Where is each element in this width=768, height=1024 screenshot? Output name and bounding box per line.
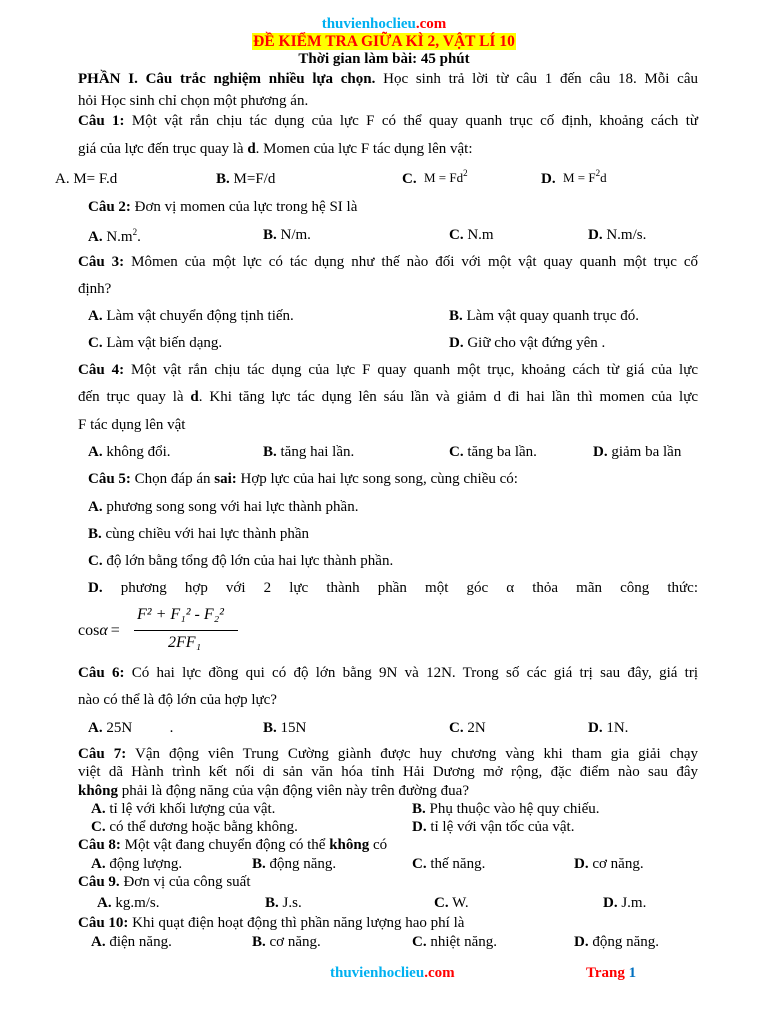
q2-option-a: A. $N.m^2$.	[88, 227, 141, 245]
q3-option-c: C. Làm vật biến dạng.	[88, 335, 223, 351]
question-7: Câu 7: Vận động viên Trung Cường giành được huy chương vàng khi tham gia giải chạy	[78, 746, 699, 762]
question-1: Câu 1: Một vật rắn chịu tác dụng của lực F có thể quay quanh trục cố định, khoảng cách từ	[78, 113, 698, 129]
q3-option-d: D. Giữ cho vật đứng yên .	[449, 335, 606, 351]
q2-option-d: D. N.m/s.	[588, 227, 647, 243]
q9-option-d: D. J.m.	[603, 895, 647, 911]
question-3: Câu 3: Mômen của một lực có tác dụng như thế nào đối với một vật quay quanh một trục cố	[78, 254, 699, 270]
question-2: Câu 2: Đơn vị momen của lực trong hệ SI là	[88, 199, 358, 215]
q5-option-b: B. cùng chiều với hai lực thành phần	[88, 526, 310, 542]
q6-option-d: D. 1N.	[588, 720, 629, 736]
q7-option-b: B. Phụ thuộc vào hệ quy chiếu.	[412, 801, 600, 817]
q9-option-c: C. W.	[434, 895, 469, 911]
q3-option-a: A. Làm vật chuyển động tịnh tiến.	[88, 308, 294, 324]
q9-option-a: A. kg.m/s.	[97, 895, 160, 911]
question-1-line2: giá của lực đến trục quay là d. Momen của lực F tác dụng lên vật:	[78, 141, 473, 157]
formula-lhs: cosα =	[78, 622, 120, 639]
q8-option-d: D. cơ năng.	[574, 856, 644, 872]
q2-option-c: C. N.m	[449, 227, 494, 243]
q6-option-b: B. 15N	[263, 720, 307, 736]
q5-option-d: D. phương hợp với 2 lực thành phần một góc α thỏa mãn công thức:	[88, 580, 698, 596]
question-4-line2: đến trục quay là d. Khi tăng lực tác dụng lên sáu lần và giảm d đi hai lần thì momen của lực	[78, 389, 698, 405]
q5-option-c: C. độ lớn bằng tổng độ lớn của hai lực thành phần.	[88, 553, 394, 569]
q2-option-b: B. N/m.	[263, 227, 311, 243]
footer-site: thuvienhoclieu.com	[330, 965, 455, 981]
q1-option-b: B. M=F/d	[216, 171, 276, 187]
q4-option-a: A. không đổi.	[88, 444, 171, 460]
q1-option-a: A. M= F.d	[55, 171, 118, 187]
q10-option-a: A. điện năng.	[91, 934, 172, 950]
q5-option-a: A. phương song song với hai lực thành phần.	[88, 499, 359, 515]
question-7-line3: không phải là động năng của vận động viên này trên đường đua?	[78, 783, 469, 799]
q6-option-c: C. 2N	[449, 720, 486, 736]
q8-option-c: C. thế năng.	[412, 856, 486, 872]
q7-option-d: D. tỉ lệ với vận tốc của vật.	[412, 819, 575, 835]
q6-option-a: A. 25N .	[88, 720, 174, 736]
question-4-line3: F tác dụng lên vật	[78, 417, 186, 433]
question-9: Câu 9. Đơn vị của công suất	[78, 874, 251, 890]
part1-heading: PHẦN I. Câu trắc nghiệm nhiều lựa chọn.	[78, 71, 376, 87]
formula-fraction-bar	[134, 630, 238, 631]
question-4: Câu 4: Một vật rắn chịu tác dụng của lực F quay quanh một trục, khoảng cách từ giá của lực	[78, 362, 698, 378]
q4-option-b: B. tăng hai lần.	[263, 444, 355, 460]
question-7-line2: việt dã Hành trình kết nối di sản văn hóa tỉnh Hải Dương mở rộng, đặc điểm nào sau đây	[78, 764, 698, 780]
formula-denominator: 2FF₁	[168, 634, 202, 651]
site-name: thuvienhoclieu	[321, 16, 416, 32]
part1-line2: hỏi Học sinh chỉ chọn một phương án.	[78, 93, 309, 109]
q10-option-d: D. động năng.	[574, 934, 660, 950]
question-5: Câu 5: Chọn đáp án sai: Hợp lực của hai lực song song, cùng chiều có:	[88, 471, 518, 487]
q10-option-b: B. cơ năng.	[252, 934, 321, 950]
q8-option-b: B. động năng.	[252, 856, 337, 872]
q3-option-b: B. Làm vật quay quanh trục đó.	[449, 308, 639, 324]
q1-option-d-formula: $M = F^2d$	[563, 168, 607, 185]
question-6-line2: nào có thể là độ lớn của hợp lực?	[78, 692, 277, 708]
q4-option-d: D. giảm ba lần	[593, 444, 682, 460]
exam-title: ĐỀ KIỂM TRA GIỮA KÌ 2, VẬT LÍ 10	[253, 33, 515, 50]
q9-option-b: B. J.s.	[265, 895, 302, 911]
page-number: Trang 1	[586, 965, 637, 981]
q4-option-c: C. tăng ba lần.	[449, 444, 537, 460]
part1-line1: PHẦN I. Câu trắc nghiệm nhiều lựa chọn. Học sinh trả lời từ câu 1 đến câu 18. Mỗi câu	[78, 71, 698, 87]
formula-numerator: F² + F₁² - F₂²	[137, 606, 224, 623]
question-10: Câu 10: Khi quạt điện hoạt động thì phần năng lượng hao phí là	[78, 915, 465, 931]
question-6: Câu 6: Có hai lực đồng qui có độ lớn bằng 9N và 12N. Trong số các giá trị sau đây, giá trị	[78, 665, 699, 681]
question-3-line2: định?	[78, 281, 112, 297]
q8-option-a: A. động lượng.	[91, 856, 183, 872]
q1-option-d: D.	[541, 171, 556, 187]
site-domain: .com	[415, 16, 447, 32]
q7-option-a: A. tỉ lệ với khối lượng của vật.	[91, 801, 276, 817]
q1-option-c-formula: $M = Fd^2$	[424, 168, 468, 185]
q7-option-c: C. có thể dương hoặc bằng không.	[91, 819, 298, 835]
site-header	[0, 16, 768, 33]
q10-option-c: C. nhiệt năng.	[412, 934, 497, 950]
exam-time: Thời gian làm bài: 45 phút	[298, 51, 470, 67]
q1-option-c: C.	[402, 171, 417, 187]
exam-title-row	[0, 33, 768, 51]
question-8: Câu 8: Một vật đang chuyển động có thể không có	[78, 837, 388, 853]
